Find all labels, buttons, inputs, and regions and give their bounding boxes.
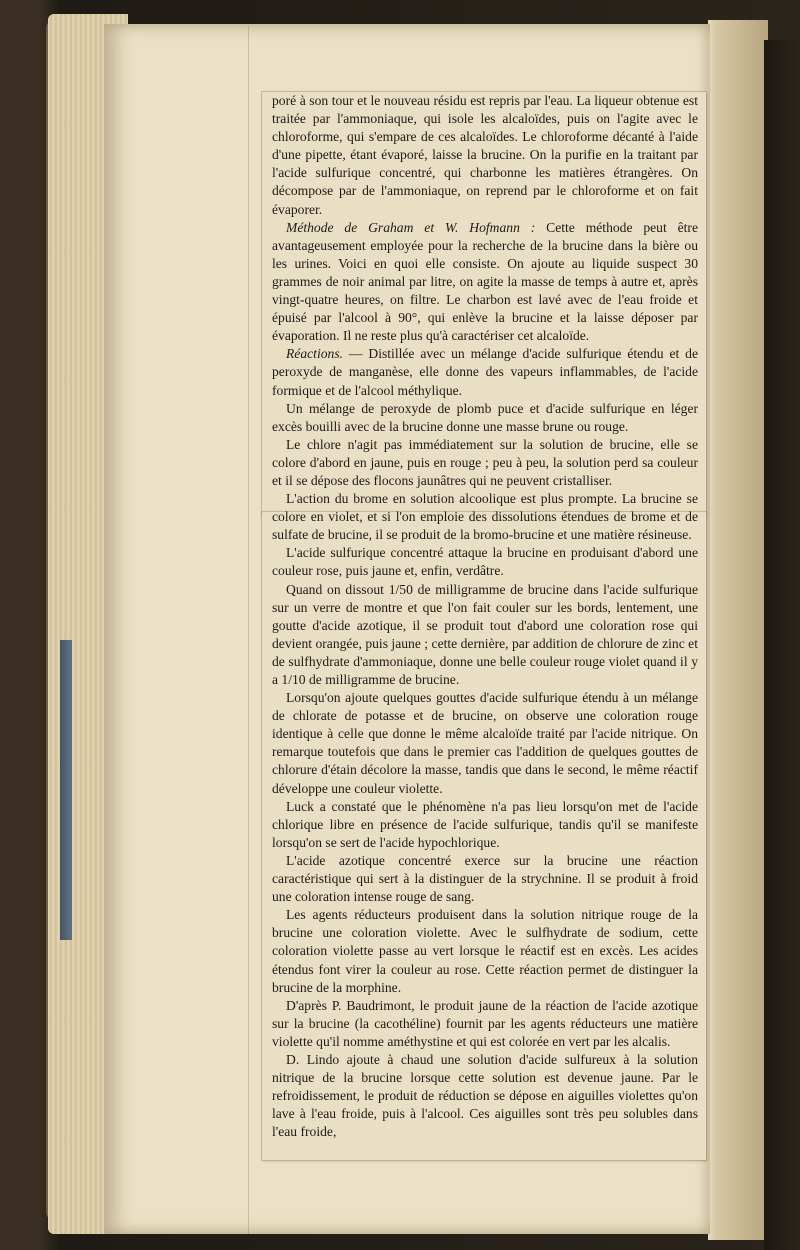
paragraph: L'action du brome en solution alcoolique est plus prompte. La brucine se colore en violet, et si l'on emploie des dissolutions étendues de brome et de sulfate de brucine, il se produit de la bromo-brucine et une matière résineuse. — [272, 491, 698, 543]
paragraph: Luck a constaté que le phénomène n'a pas lieu lorsqu'on met de l'acide chlorique libre en présence de l'acide sulfurique, tandis qu'il se manifeste lorsqu'on se sert de l'acide hypochlorique. — [272, 798, 698, 850]
paragraph: Méthode de Graham et W. Hofmann : Cette méthode peut être avantageusement employée pour la recherche de la brucine dans la bière ou les urines. Voici en quoi elle consiste. On ajoute au liquide suspect 30 grammes de noir animal par litre, on agite la masse de temps à autre et, après vingt-quatre heures, on filtre. Le charbon est lavé avec de l'eau froide et épuisé par l'alcool à 90°, qui enlève la brucine et la laisse déposer par évaporation. Il ne reste plus qu'à caractériser cet alcaloïde. — [272, 219, 698, 344]
article-text — [272, 92, 698, 1141]
paragraph: poré à son tour et le nouveau résidu est repris par l'eau. La liqueur obtenue est traitée par l'ammoniaque, qui isole les alcaloïdes, puis on l'agite avec le chloroforme, qui s'empare de ces alcaloïdes. Le chloroforme décanté à l'aide d'une pipette, étant évaporé, laisse la brucine. On la purifie en la traitant par l'acide sulfurique concentré, qui charbonne les matières étrangères. On décompose par de l'ammoniaque, on reprend par le chloroforme et on fait évaporer. — [272, 93, 698, 217]
paragraph: L'acide sulfurique concentré attaque la brucine en produisant d'abord une couleur rose, puis jaune et, enfin, verdâtre. — [272, 545, 698, 579]
paragraph-lead: Réactions. — [286, 346, 344, 362]
binding-strip — [60, 640, 72, 940]
paragraph: D'après P. Baudrimont, le produit jaune de la réaction de l'acide azotique sur la brucine (la cacothéline) fournit par les agents réducteurs une matière violette qu'il nomme améthystine et qui est colorée en vert par les alcalis. — [272, 997, 698, 1049]
page-margin-rule — [248, 26, 249, 1234]
paragraph: Lorsqu'on ajoute quelques gouttes d'acide sulfurique étendu à un mélange de chlorate de potasse et de brucine, on observe une coloration rouge identique à celle que donne le même alcaloïde traité par l'acide nitrique. On remarque toutefois que dans le premier cas l'addition de quelques gouttes de chlorure d'étain décolore la masse, tandis que dans le second, le même réactif développe une couleur violette. — [272, 690, 698, 796]
paragraph: Quand on dissout 1/50 de milligramme de brucine dans l'acide sulfurique sur un verre de montre et que l'on fait couler sur les bords, lentement, une goutte d'acide azotique, il se produit tout d'abord une coloration rose qui devient orangée, puis jaune ; cette dernière, par addition de chlorure de zinc et de sulfhydrate d'ammoniaque, donne une belle couleur rouge violet quand il y a 1/10 de milligramme de brucine. — [272, 581, 698, 687]
paragraph: Un mélange de peroxyde de plomb puce et d'acide sulfurique en léger excès bouilli avec de la brucine donne une masse brune ou rouge. — [272, 400, 698, 434]
opposite-page-edge — [708, 20, 768, 1240]
paragraph: D. Lindo ajoute à chaud une solution d'acide sulfureux à la solution nitrique de la brucine lorsque cette solution est devenue jaune. Par le refroidissement, le produit de réduction se dépose en aiguilles violettes qu'on lave à l'eau froide, puis à l'alcool. Ces aiguilles sont très peu solubles dans l'eau froide, — [272, 1051, 698, 1140]
paragraph: Réactions. — Distillée avec un mélange d'acide sulfurique étendu et de peroxyde de manganèse, elle donne des vapeurs inflammables, de l'acide formique et de l'alcool méthylique. — [272, 346, 698, 398]
paragraph-lead: Méthode de Graham et W. Hofmann : — [286, 219, 536, 235]
book-cover-edge — [764, 40, 800, 1250]
paragraph: L'acide azotique concentré exerce sur la brucine une réaction caractéristique qui sert à la distinguer de la strychnine. Il se produit à froid une coloration intense rouge de sang. — [272, 852, 698, 905]
paragraph: Les agents réducteurs produisent dans la solution nitrique rouge de la brucine une coloration violette. Avec le sulfhydrate de sodium, cette coloration violette passe au vert lorsque le réactif est en excès. Les acides étendus font virer la couleur au rose. Cette réaction permet de distinguer la brucine de la morphine. — [272, 907, 698, 995]
paragraph: Le chlore n'agit pas immédiatement sur la solution de brucine, elle se colore d'abord en jaune, puis en rouge ; peu à peu, la solution perd sa couleur et il se dépose des flocons jaunâtres qui ne peuvent cristalliser. — [272, 436, 698, 488]
